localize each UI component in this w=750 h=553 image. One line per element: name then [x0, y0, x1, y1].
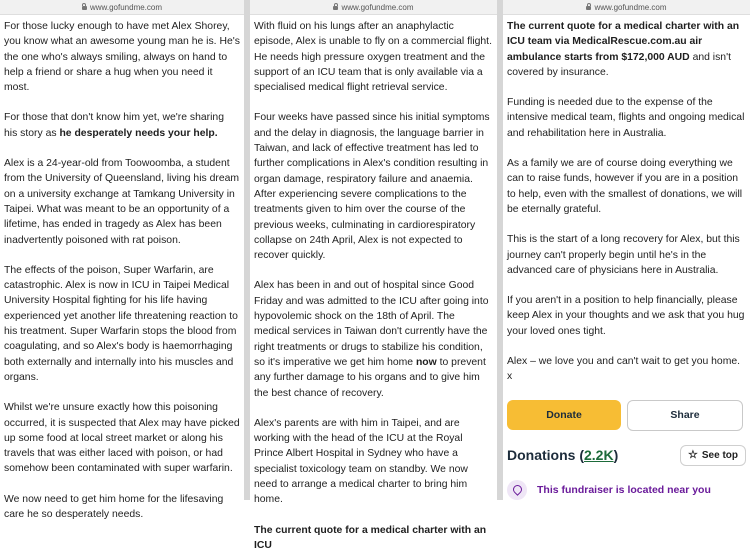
text-segment: We now need to get him home for the lifesaving care he so desperately needs. — [4, 493, 224, 521]
story-panel-1 — [0, 0, 244, 521]
story-panel-2 — [250, 0, 497, 551]
story-paragraph — [254, 523, 493, 553]
text-segment: Alex is a 24-year-old from Toowoomba, a student from the University of Queensland, living his dream on a university exchange at Tamkang University in Taipei. What was meant to be an opportunity of a lifetime, has ended in tragedy as Alex has been inadvertently poisoned with rat poison. — [4, 158, 240, 246]
action-buttons — [507, 400, 746, 431]
story-paragraph — [507, 156, 746, 217]
donations-label: Donations ( — [507, 447, 584, 464]
url-text: www.gofundme.com — [341, 2, 414, 12]
location-notice — [507, 480, 746, 500]
story-paragraph — [507, 232, 746, 278]
story-paragraph — [507, 19, 746, 80]
story-paragraph — [4, 19, 240, 95]
text-segment: For those that don't know him yet, we're sharing his story as — [4, 112, 224, 139]
text-segment: If you aren't in a position to help financially, please keep Alex in your thoughts and we ask that you hug your loved ones tight. — [507, 295, 745, 337]
story-paragraph — [4, 110, 240, 141]
story-text — [507, 19, 746, 385]
lock-icon — [82, 6, 87, 10]
story-section — [503, 15, 750, 500]
donations-close: ) — [613, 447, 619, 464]
donations-title — [507, 447, 618, 463]
text-segment: With fluid on his lungs after an anaphylactic episode, Alex is unable to fly on a commercial flight. He needs high pressure oxygen treatment and the support of an ICU team that is only available via a specialised medical flight retrieval service. — [254, 21, 492, 94]
address-bar[interactable] — [0, 0, 244, 15]
story-text — [250, 15, 497, 553]
story-paragraph — [254, 416, 493, 508]
text-segment: Whilst we're unsure exactly how this poisoning occurred, it is suspected that Alex may have picked up some food at local street market or along his travels that was either laced with poison, or had somehow been contaminated with super warfarin. — [4, 402, 240, 475]
story-text — [0, 15, 244, 522]
star-icon: ☆ — [688, 449, 698, 462]
address-bar[interactable] — [250, 0, 497, 15]
donations-header — [507, 445, 746, 466]
bold-text: The current quote for a medical charter with an ICU team via MedicalRescue.com.au air ambulance starts from $172,000 AUD — [507, 21, 740, 63]
location-text: This fundraiser is located near you — [537, 483, 711, 496]
story-paragraph — [507, 293, 746, 339]
story-paragraph — [254, 110, 493, 263]
lock-icon — [586, 6, 591, 10]
donations-count-link[interactable]: 2.2K — [584, 447, 614, 464]
text-segment: Four weeks have passed since his initial symptoms and the delay in diagnosis, the language barrier in Taiwan, and lack of effective treatment has led to further complications in Alex's condition resulting in organ damage, respiratory failure and anaemia. After experiencing severe complications to the treatments given to him over the course of the previous weeks, culminating in cardiorespiratory collapse on 24th April, Alex is not expected to recover quickly. — [254, 112, 490, 262]
story-paragraph — [4, 263, 240, 385]
bold-text: The current quote for a medical charter with an ICU — [254, 524, 487, 551]
story-paragraph — [254, 278, 493, 400]
text-segment: to prevent any further damage to his organs and to give him the best chance of recovery. — [254, 356, 486, 399]
url-text: www.gofundme.com — [89, 2, 163, 12]
text-segment: As a family we are of course doing everything we can to raise funds, however if you are in a position to help, even with the smallest of donations, we will be eternally grateful. — [507, 158, 743, 215]
text-segment: Alex – we love you and can't wait to get you home. x — [507, 356, 741, 383]
text-segment: For those lucky enough to have met Alex Shorey, you know what an awesome young man he is. He's the one who's always smiling, always on hand to help a friend or share a hug when you need it most. — [4, 21, 240, 94]
text-segment: Alex has been in and out of hospital since Good Friday and was admitted to the ICU after going into hypovolemic shock on the 18th of April. The medical services in Taiwan don't currently have the right treatments or drugs to stabilize his condition, so it's imperative we get him home — [254, 280, 489, 368]
story-paragraph — [507, 354, 746, 385]
share-button[interactable]: Share — [627, 400, 743, 431]
story-paragraph — [507, 95, 746, 141]
story-paragraph — [4, 400, 240, 476]
location-pin-icon — [507, 480, 527, 500]
see-top-button[interactable] — [680, 445, 746, 466]
address-bar[interactable] — [503, 0, 750, 15]
story-paragraph — [4, 156, 240, 248]
bold-text: now — [415, 356, 437, 368]
text-segment: Funding is needed due to the expense of the intensive medical team, flights and ongoing medical and rehabilitation here in Australia. — [507, 97, 745, 139]
see-top-label: See top — [701, 449, 738, 461]
story-paragraph — [4, 492, 240, 523]
text-segment: This is the start of a long recovery for Alex, but this journey can't properly begin until he's in the advanced care of physicians here in Australia. — [507, 234, 740, 276]
text-segment: The effects of the poison, Super Warfarin, are catastrophic. Alex is now in ICU in Taipei Medical University Hospital fighting for his life having experienced yet another life threatening reaction to his treatment. Super Warfarin stops the blood from coagulating, and so Alex's body is haemorrhaging both externally and internally into his muscles and organs. — [4, 264, 238, 383]
lock-icon — [333, 6, 338, 10]
story-paragraph — [254, 19, 493, 95]
story-panel-3 — [503, 0, 750, 500]
bold-text: he desperately needs your help. — [59, 127, 218, 139]
donate-button[interactable]: Donate — [507, 400, 621, 430]
text-segment: Alex's parents are with him in Taipei, and are working with the head of the ICU at the Royal Prince Albert Hospital in Sydney who have a specialist toxicology team on standby. We now need to arrange a medical charter to bring him home. — [254, 417, 468, 506]
text-segment: and isn't covered by insurance. — [507, 51, 731, 78]
url-text: www.gofundme.com — [594, 2, 667, 12]
